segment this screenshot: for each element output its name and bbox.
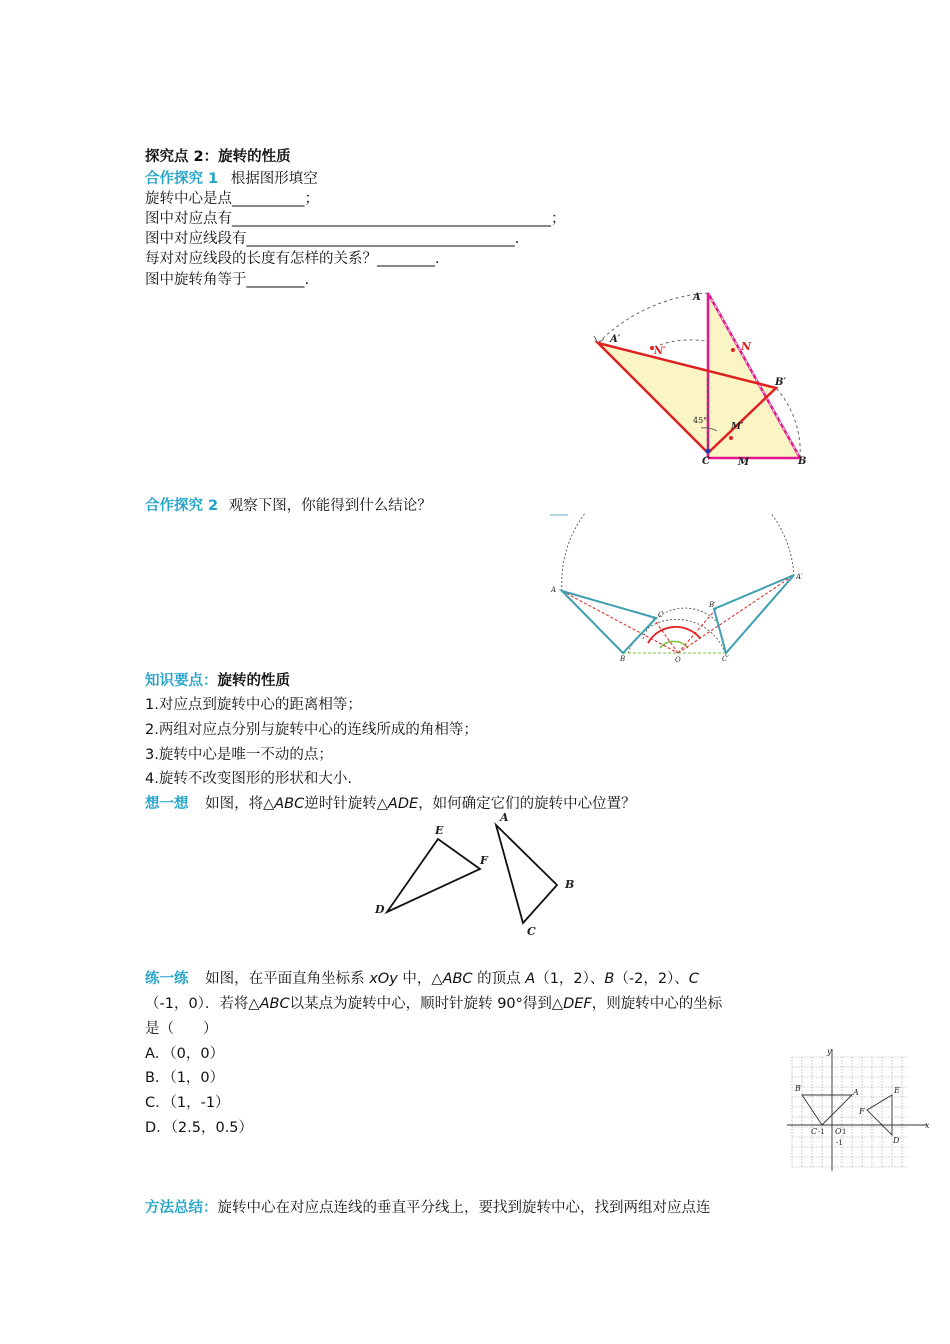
tick-x-neg1: -1: [818, 1128, 825, 1136]
label-c: C: [702, 456, 710, 467]
label-a: A: [551, 586, 557, 594]
practice-def: DEF: [563, 996, 592, 1012]
practice-text: （-1，0）．若将△: [145, 996, 260, 1012]
label-a-prime: A′: [796, 573, 803, 581]
label-e: E: [894, 1086, 900, 1095]
label-b: B: [565, 878, 575, 891]
label-m: M: [738, 457, 750, 468]
tick-y-neg1: -1: [836, 1139, 843, 1147]
practice-text: 中，△: [402, 971, 443, 987]
arc-outer: [562, 513, 794, 591]
label-f: F: [859, 1107, 865, 1116]
option-c[interactable]: C．（1，-1）: [145, 1095, 230, 1111]
practice-line-1: [145, 967, 699, 988]
label-a: A: [500, 812, 509, 824]
label-a: A: [693, 292, 701, 303]
label-b: B: [798, 456, 807, 467]
coordinate-figure: [787, 1047, 932, 1172]
option-a[interactable]: A．（0，0）: [145, 1046, 225, 1062]
label-x: x: [925, 1121, 930, 1130]
label-a-prime: A′: [610, 334, 621, 345]
think-ade: ADE: [387, 796, 419, 812]
practice-abc: ABC: [259, 996, 290, 1012]
coop1-heading: [145, 167, 318, 188]
label-c-prime: C′: [722, 655, 729, 663]
coop1-q5: 图中旋转角等于________.: [145, 272, 310, 288]
triangle-def: [867, 1095, 892, 1135]
knowledge-heading: [145, 669, 290, 690]
practice-abc: ABC: [442, 971, 473, 987]
practice-text: （-2，2）、: [614, 971, 689, 987]
practice-a: A: [525, 971, 536, 987]
rotation-figure-2: [548, 513, 810, 665]
practice-text: （1，2）、: [535, 971, 605, 987]
coop1-q1: 旋转中心是点__________；: [145, 191, 319, 207]
think-label: 想一想: [145, 796, 189, 812]
label-c: C: [811, 1127, 818, 1136]
method-label: 方法总结：: [145, 1200, 218, 1216]
practice-b: B: [604, 971, 615, 987]
triangle-abc: [496, 825, 557, 923]
coop2-label: 合作探究 2: [145, 498, 219, 514]
label-o: O: [675, 656, 681, 664]
label-y: y: [827, 1047, 832, 1056]
knowledge-item: 2.两组对应点分别与旋转中心的连线所成的角相等；: [145, 722, 478, 738]
label-b-prime: B′: [775, 377, 787, 388]
label-b-prime: B′: [709, 601, 716, 609]
coop2-prompt: 观察下图，你能得到什么结论？: [228, 498, 432, 514]
section-title: 探究点 2：旋转的性质: [145, 149, 291, 165]
label-m-prime: M′: [731, 422, 744, 432]
coop1-q3: 图中对应线段有_____________________________________.: [145, 231, 520, 247]
coop1-prompt: 根据图形填空: [230, 171, 318, 187]
label-a: A: [853, 1088, 859, 1097]
label-b: B: [620, 655, 626, 663]
triangle-abc: [802, 1095, 852, 1125]
label-o: O: [835, 1127, 842, 1136]
label-f: F: [480, 854, 488, 867]
think-text-pre: 如图，将△: [205, 796, 275, 812]
think-line: [145, 792, 636, 813]
center-point-c: [706, 449, 711, 454]
triangle-a1b1c1: [714, 575, 794, 653]
practice-c: C: [688, 971, 699, 987]
label-d: D: [375, 903, 385, 916]
knowledge-title: 旋转的性质: [217, 673, 290, 689]
rotation-figure-1: [590, 288, 815, 468]
triangle-def: [387, 839, 480, 912]
coop1-q2: 图中对应点有____________________________________________；: [145, 211, 566, 227]
label-n: N: [741, 340, 752, 353]
knowledge-item: 1.对应点到旋转中心的距离相等；: [145, 697, 362, 713]
knowledge-label: 知识要点：: [145, 673, 218, 689]
label-d: D: [893, 1136, 900, 1145]
label-c: C: [658, 611, 664, 619]
option-d[interactable]: D．（2.5，0.5）: [145, 1120, 254, 1136]
coop1-label: 合作探究 1: [145, 171, 219, 187]
practice-text: 以某点为旋转中心，顺时针旋转 90°得到△: [289, 996, 564, 1012]
practice-text: 的顶点: [477, 971, 521, 987]
method-text: 旋转中心在对应点连线的垂直平分线上，要找到旋转中心，找到两组对应点连: [217, 1200, 711, 1216]
coop1-q4: 每对对应线段的长度有怎样的关系？________.: [145, 251, 440, 267]
think-abc: ABC: [274, 796, 305, 812]
knowledge-item: 3.旋转中心是唯一不动的点；: [145, 747, 333, 763]
think-text-post: ，如何确定它们的旋转中心位置？: [418, 796, 636, 812]
option-b[interactable]: B．（1，0）: [145, 1070, 225, 1086]
tick-x-1: 1: [842, 1128, 847, 1136]
rotation-figure-3: [370, 812, 580, 937]
label-b: B: [795, 1084, 801, 1093]
practice-line-2: [145, 992, 722, 1013]
coop2-heading: [145, 494, 432, 515]
triangle-abc: [562, 591, 656, 653]
method-line: [145, 1196, 711, 1217]
think-text-mid: 逆时针旋转△: [304, 796, 388, 812]
label-angle: 45°: [693, 416, 708, 425]
practice-line-3: 是（ ）: [145, 1021, 218, 1037]
practice-text: 如图，在平面直角坐标系: [205, 971, 365, 987]
practice-xoy: xOy: [369, 971, 398, 987]
label-n-prime: N′: [654, 346, 666, 357]
label-c: C: [527, 925, 536, 937]
grid: [792, 1057, 907, 1167]
practice-label: 练一练: [145, 971, 189, 987]
knowledge-item: 4.旋转不改变图形的形状和大小.: [145, 771, 352, 787]
practice-text: ，则旋转中心的坐标: [591, 996, 723, 1012]
label-e: E: [435, 824, 444, 837]
